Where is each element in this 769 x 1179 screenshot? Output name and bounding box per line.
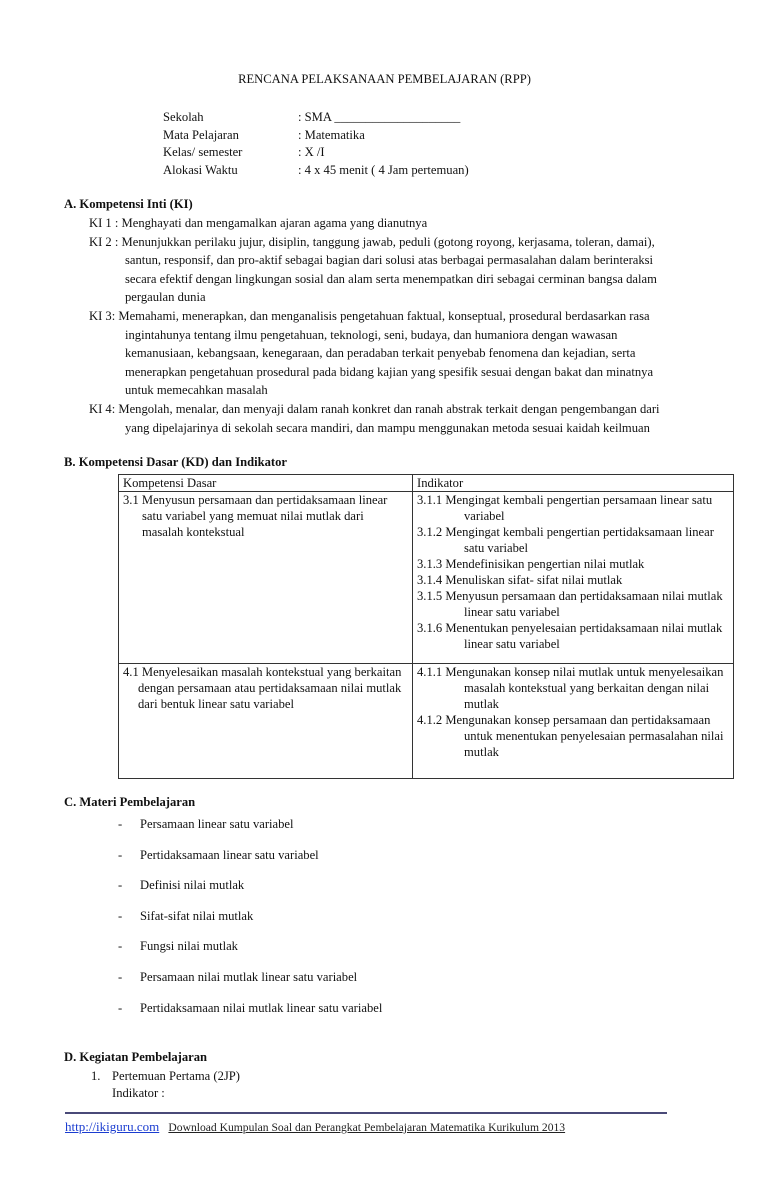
identity-label: Sekolah <box>163 110 204 124</box>
kd-indikator-table <box>118 474 734 779</box>
ki-line: KI 3: Memahami, menerapkan, dan menganalisis pengetahuan faktual, konseptual, prosedural berdasarkan rasa <box>89 308 650 323</box>
bullet-dash: - <box>118 848 123 862</box>
header-indikator: Indikator <box>413 475 734 492</box>
bullet-dash: - <box>118 1001 123 1015</box>
materi-text: Pertidaksamaan linear satu variabel <box>140 848 319 862</box>
materi-text: Sifat-sifat nilai mutlak <box>140 909 254 923</box>
kd-cell <box>119 492 413 664</box>
document-title: RENCANA PELAKSANAAN PEMBELAJARAN (RPP) <box>238 72 531 86</box>
ki-line: KI 1 : Menghayati dan mengamalkan ajaran agama yang dianutnya <box>89 216 428 230</box>
indicator-item: 3.1.5 Menyusun persamaan dan pertidaksamaan nilai mutlak linear satu variabel <box>417 589 723 619</box>
kd-cell <box>119 664 413 779</box>
materi-text: Fungsi nilai mutlak <box>140 939 238 953</box>
section-b-heading: B. Kompetensi Dasar (KD) dan Indikator <box>64 455 287 469</box>
indicator-item: 3.1.2 Mengingat kembali pengertian pertidaksamaan linear satu variabel <box>417 525 714 555</box>
indicator-item: 4.1.2 Mengunakan konsep persamaan dan pertidaksamaan untuk menentukan penyelesaian permasalahan nilai mutlak <box>417 713 724 759</box>
indikator-cell <box>413 664 734 779</box>
materi-text: Persamaan linear satu variabel <box>140 817 294 831</box>
indikator-label: Indikator : <box>112 1086 165 1100</box>
indicator-item: 3.1.4 Menuliskan sifat- sifat nilai mutlak <box>417 573 623 587</box>
ki-4 <box>89 400 717 437</box>
meeting-title: Pertemuan Pertama (2JP) <box>112 1069 241 1083</box>
table-row <box>119 492 734 664</box>
ki-line: santun, responsif, dan pro-aktif sebagai bagian dari solusi atas berbagai permasalahan dalam berinteraksi <box>125 253 654 268</box>
materi-text: Persamaan nilai mutlak linear satu variabel <box>140 970 358 984</box>
ki-2 <box>89 233 717 307</box>
identity-value: : 4 x 45 menit ( 4 Jam pertemuan) <box>298 163 469 177</box>
ki-line: untuk memecahkan masalah <box>125 383 268 398</box>
ki-line: KI 2 : Menunjukkan perilaku jujur, disiplin, tanggung jawab, peduli (gotong royong, kerjasama, toleran, damai), <box>89 234 655 249</box>
footer-link[interactable]: http://ikiguru.com <box>65 1119 160 1134</box>
ki-list <box>89 214 717 437</box>
ki-line: kemanusiaan, kebangsaan, kenegaraan, dan peradaban terkait penyebab fenomena dan kejadian, serta <box>125 346 636 361</box>
identity-value: : X /I <box>298 145 325 159</box>
section-c-heading: C. Materi Pembelajaran <box>64 795 196 809</box>
ki-line: yang dipelajarinya di sekolah secara mandiri, dan mampu menggunakan metoda sesuai kaidah keilmuan <box>125 420 650 435</box>
bullet-dash: - <box>118 939 123 953</box>
bullet-dash: - <box>118 817 123 831</box>
identity-label: Mata Pelajaran <box>163 128 239 142</box>
ki-line: secara efektif dengan lingkungan sosial dan alam serta menempatkan diri sebagai cerminan bangsa dalam <box>125 271 657 286</box>
list-number: 1. <box>91 1069 101 1083</box>
indicator-item: 3.1.1 Mengingat kembali pengertian persamaan linear satu variabel <box>417 493 713 523</box>
section-d-heading: D. Kegiatan Pembelajaran <box>64 1050 208 1064</box>
materi-text: Definisi nilai mutlak <box>140 878 245 892</box>
kd-text: 3.1 Menyusun persamaan dan pertidaksamaan linear satu variabel yang memuat nilai mutlak dari masalah kontekstual <box>123 493 388 539</box>
table-header-row <box>119 475 734 492</box>
bullet-dash: - <box>118 878 123 892</box>
identity-value: : SMA ____________________ <box>298 110 461 124</box>
footer-text: Download Kumpulan Soal dan Perangkat Pembelajaran Matematika Kurikulum 2013 <box>168 1121 566 1134</box>
ki-line: pergaulan dunia <box>125 290 206 305</box>
bullet-dash: - <box>118 909 123 923</box>
indicator-item: 3.1.3 Mendefinisikan pengertian nilai mutlak <box>417 557 645 571</box>
kd-text: 4.1 Menyelesaikan masalah kontekstual yang berkaitan dengan persamaan atau pertidaksamaan nilai mutlak dari bentuk linear satu variabel <box>123 665 402 711</box>
ki-line: KI 4: Mengolah, menalar, dan menyaji dalam ranah konkret dan ranah abstrak terkait dengan pengembangan dari <box>89 401 660 416</box>
ki-3 <box>89 307 717 400</box>
indicator-item: 3.1.6 Menentukan penyelesaian pertidaksamaan nilai mutlak linear satu variabel <box>417 621 723 651</box>
section-a-heading: A. Kompetensi Inti (KI) <box>64 197 193 211</box>
table-row <box>119 664 734 779</box>
footer <box>65 1119 565 1135</box>
ki-line: ingintahunya tentang ilmu pengetahuan, teknologi, seni, budaya, dan humaniora dengan wawasan <box>125 327 618 342</box>
identity-value: : Matematika <box>298 128 365 142</box>
identity-label: Kelas/ semester <box>163 145 243 159</box>
ki-line: menerapkan pengetahuan prosedural pada bidang kajian yang spesifik sesuai dengan bakat dan minatnya <box>125 364 654 379</box>
indikator-cell <box>413 492 734 664</box>
header-kompetensi-dasar: Kompetensi Dasar <box>119 475 413 492</box>
ki-1 <box>89 214 717 233</box>
footer-divider <box>65 1112 667 1114</box>
materi-text: Pertidaksamaan nilai mutlak linear satu variabel <box>140 1001 383 1015</box>
indicator-item: 4.1.1 Mengunakan konsep nilai mutlak untuk menyelesaikan masalah kontekstual yang berkaitan dengan nilai mutlak <box>417 665 724 711</box>
identity-label: Alokasi Waktu <box>163 163 238 177</box>
bullet-dash: - <box>118 970 123 984</box>
